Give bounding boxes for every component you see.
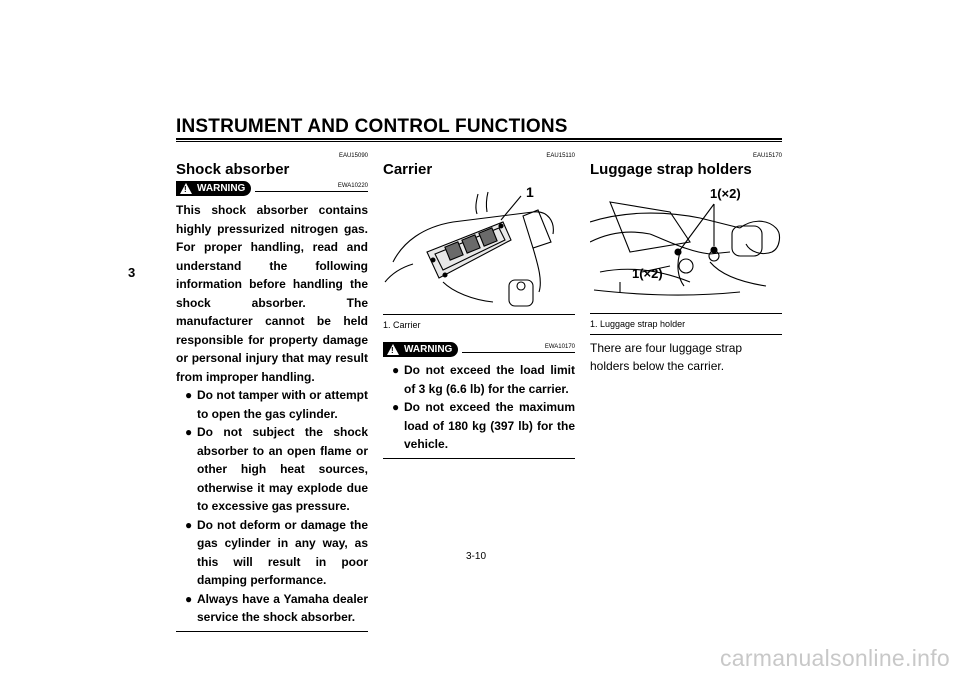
bullet-dot-icon: ●: [185, 388, 193, 402]
warning-triangle-icon: !: [180, 183, 192, 194]
warning-label: WARNING: [197, 183, 246, 194]
warning-code: EWA10220: [337, 183, 368, 189]
section-title: Shock absorber: [176, 161, 290, 178]
watermark: carmanualsonline.info: [719, 645, 950, 671]
warning-triangle-icon: !: [387, 344, 399, 355]
list-item: ● Do not subject the shock absorber to an open flame or other high heat sources, otherwise it may explode due to excessive gas pressure.: [185, 423, 368, 516]
page-header-title: INSTRUMENT AND CONTROL FUNCTIONS: [176, 116, 568, 137]
bullet-dot-icon: ●: [392, 363, 400, 377]
list-item: ● Do not deform or damage the gas cylinder in any way, as this will result in poor damping performance.: [185, 516, 368, 590]
luggage-illustration-graphic: [590, 182, 782, 306]
shock-absorber-section: [176, 153, 368, 632]
section-title: Luggage strap holders: [590, 161, 752, 178]
list-item: ● Do not exceed the maximum load of 180 kg (397 lb) for the vehicle.: [392, 398, 575, 454]
bullet-dot-icon: ●: [392, 400, 400, 414]
warning-end-rule: [176, 631, 368, 632]
figure-caption: 1. Carrier: [383, 320, 421, 330]
luggage-illustration: [590, 182, 782, 306]
chapter-tab: 3: [128, 265, 136, 280]
list-item: ● Always have a Yamaha dealer service the shock absorber.: [185, 590, 368, 627]
list-item: ● Do not tamper with or attempt to open the gas cylinder.: [185, 386, 368, 423]
list-item: ● Do not exceed the load limit of 3 kg (6.6 lb) for the carrier.: [392, 361, 575, 398]
warning-label: WARNING: [404, 344, 453, 355]
bullet-dot-icon: ●: [185, 425, 193, 439]
bullet-dot-icon: ●: [185, 591, 193, 606]
callout-left: 1(×2): [632, 266, 663, 281]
section-title: Carrier: [383, 161, 433, 178]
warning-intro: This shock absorber contains highly pressurized nitrogen gas. For proper handling, read and understand the following information before handling the shock absorber. The manufacturer cannot be held responsible for property damage or personal injury that may result from improper handling.: [176, 203, 368, 384]
carrier-callout: 1: [526, 184, 534, 200]
header-rule: [176, 138, 782, 140]
bullet-dot-icon: ●: [185, 517, 193, 532]
body-paragraph: There are four luggage strap holders below the carrier.: [590, 341, 743, 373]
warning-badge: [176, 181, 251, 196]
callout-top: 1(×2): [710, 186, 741, 201]
section-code: EAU15090: [338, 153, 368, 159]
section-code: EAU15110: [546, 153, 575, 159]
warning-code: EWA10170: [544, 344, 575, 350]
section-code: EAU15170: [752, 153, 782, 159]
carrier-illustration-graphic: [383, 182, 575, 310]
warning-rule: [255, 191, 368, 192]
figure-caption: 1. Luggage strap holder: [590, 319, 686, 329]
caption-rule: [383, 314, 575, 315]
page-number: 3-10: [466, 551, 487, 562]
header-rule-thin: [176, 141, 782, 142]
carrier-section: [383, 153, 575, 459]
warning-end-rule: [383, 458, 575, 459]
luggage-strap-section: [590, 153, 782, 375]
warning-badge: [383, 342, 458, 357]
caption-rule: [590, 334, 782, 335]
caption-rule: [590, 313, 782, 314]
warning-rule: [462, 352, 575, 353]
carrier-illustration: [383, 182, 575, 310]
